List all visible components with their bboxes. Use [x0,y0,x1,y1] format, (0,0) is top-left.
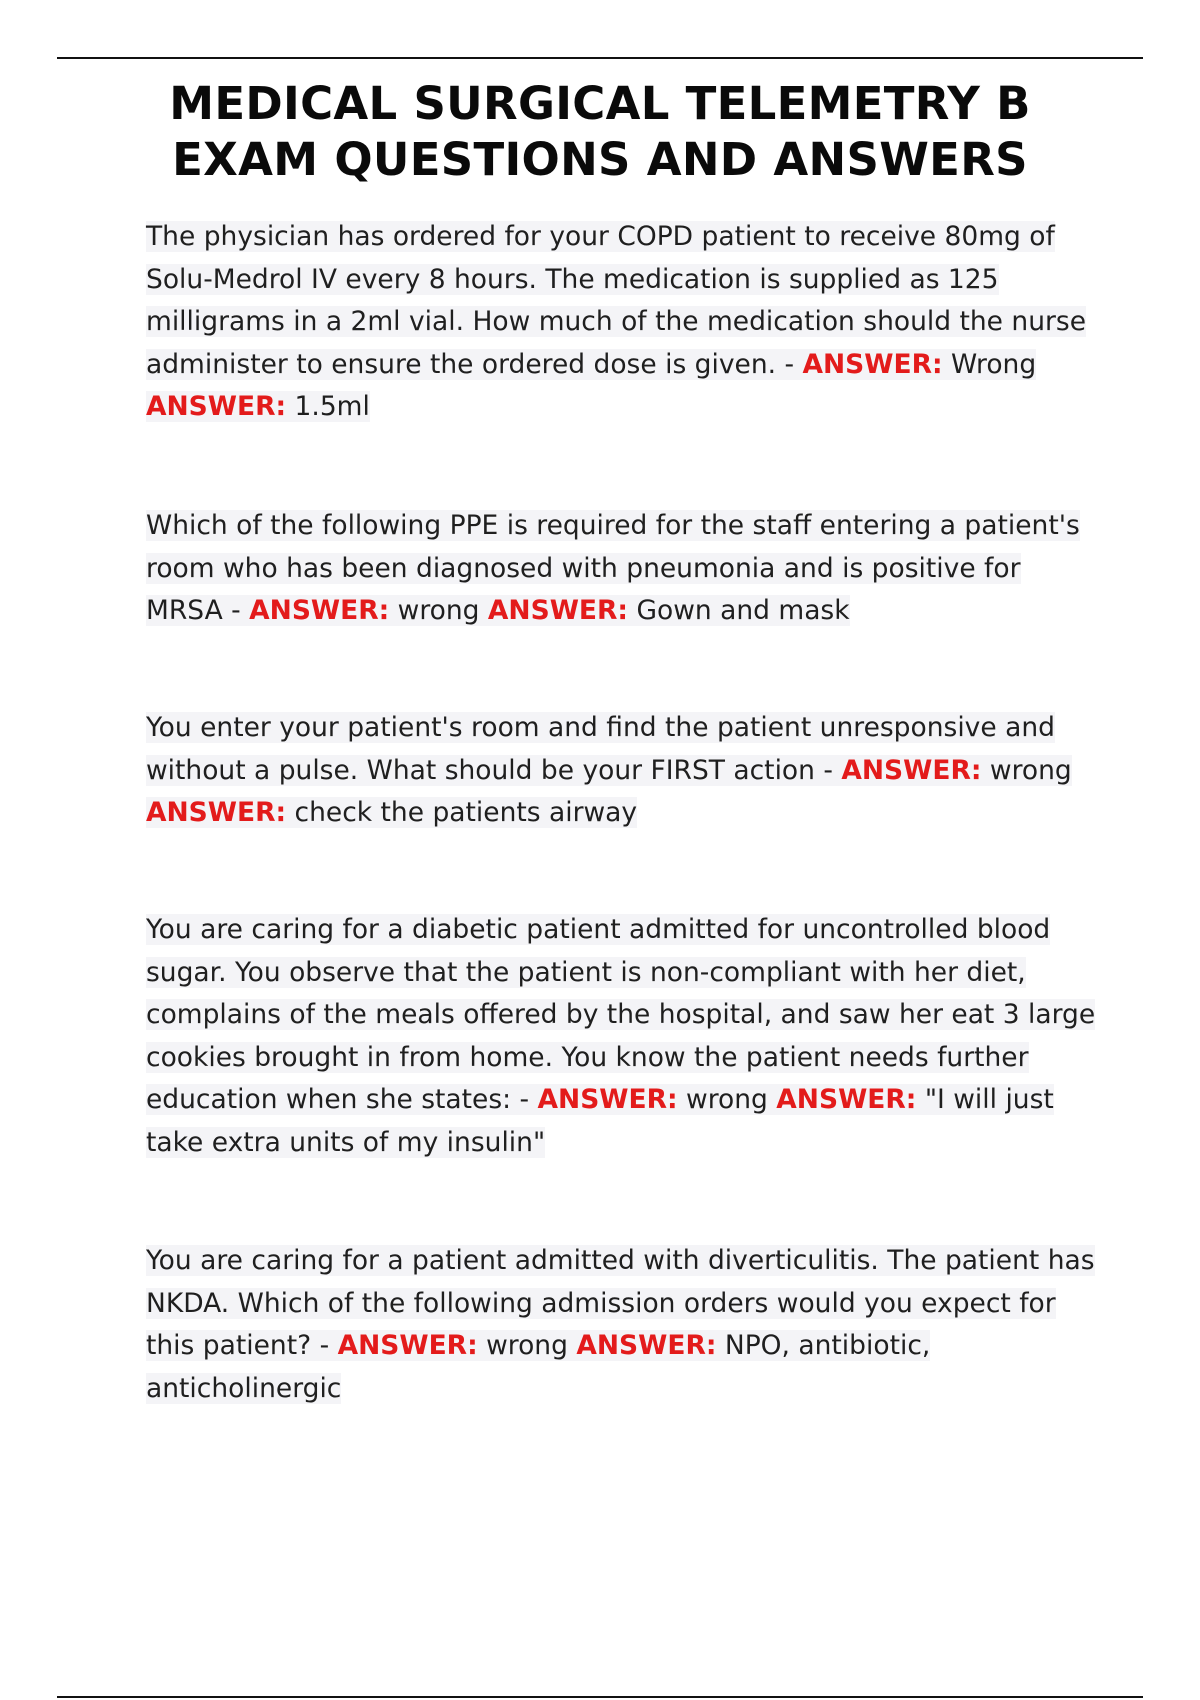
answer-label: ANSWER: [146,391,287,422]
answer-label: ANSWER: [537,1084,678,1115]
qa-item [146,707,1096,835]
answer-label: ANSWER: [802,348,943,380]
qa-item [146,505,1096,633]
first-answer: wrong [981,754,1072,786]
answer-label: ANSWER: [841,754,982,786]
answer-label: ANSWER: [337,1330,478,1361]
answer-label: ANSWER: [576,1330,717,1361]
document-title [57,76,1143,188]
question-text: The physician has ordered for your COPD patient to receive 80mg of Solu-Medrol IV every 8 hours. The medication is supplied as 125 milligrams in a 2ml vial. How much of the medication should the nurse administer to ensure the ordered dose is given. - [146,221,1086,380]
question-text: You are caring for a patient admitted with diverticulitis. The patient has NKDA. Which of the following admission orders would you expect for this patient? - [146,1245,1095,1361]
second-answer: "I will just take extra units of my insulin" [146,1084,1054,1158]
qa-item [146,909,1096,1164]
first-answer: wrong [477,1330,577,1361]
bottom-rule [57,1696,1143,1698]
top-rule [57,57,1143,59]
question-text: You are caring for a diabetic patient admitted for uncontrolled blood sugar. You observe that the patient is non-compliant with her diet, complains of the meals offered by the hospital, and saw her eat 3 large cookies brought in from home. You know the patient needs further education when she states: - [146,914,1096,1115]
first-answer: wrong [677,1084,777,1115]
second-answer: check the patients airway [286,797,638,828]
question-text: Which of the following PPE is required for the staff entering a patient's room who has been diagnosed with pneumonia and is positive for MRSA - [146,510,1080,626]
answer-label: ANSWER: [776,1084,917,1115]
second-answer: Gown and mask [628,595,850,626]
second-answer: 1.5ml [286,391,370,422]
first-answer: wrong [389,595,488,626]
title-line-1: MEDICAL SURGICAL TELEMETRY B [169,77,1031,130]
first-answer: Wrong [942,348,1037,380]
qa-item [146,1240,1096,1410]
answer-label: ANSWER: [146,797,287,828]
answer-label: ANSWER: [487,595,629,626]
answer-label: ANSWER: [249,595,390,626]
question-text: You enter your patient's room and find the patient unresponsive and without a pulse. What should be your FIRST action - [146,712,1055,786]
qa-item [146,216,1096,429]
second-answer: NPO, antibiotic, anticholinergic [146,1330,931,1404]
title-line-2: EXAM QUESTIONS AND ANSWERS [172,133,1028,186]
